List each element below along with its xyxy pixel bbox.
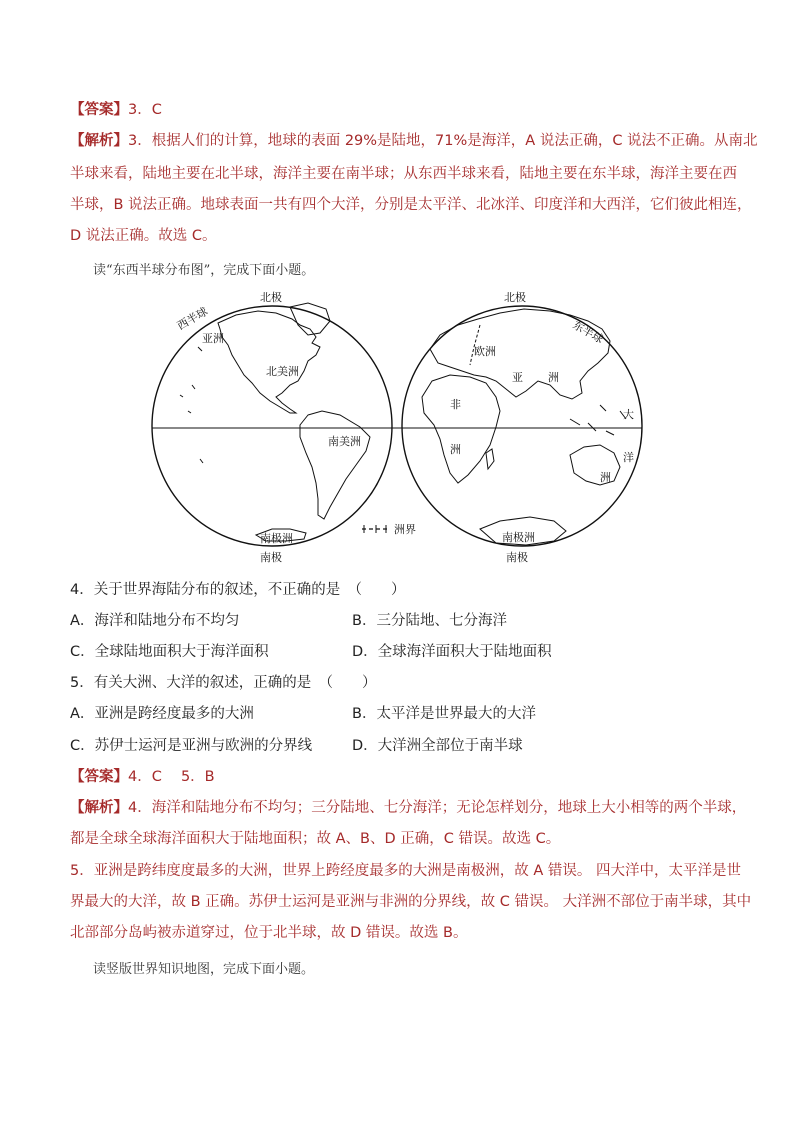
q45-analysis-line-2: 都是全球全球海洋面积大于陆地面积；故 A、B、D 正确，C 错误。故选 C。 [70,831,561,847]
q3-answer [70,100,162,120]
africa-label-1: 非 [450,398,461,411]
legend-label: 洲界 [394,523,416,536]
se-asia-islands [570,405,626,435]
q45-analysis-line-5: 北部部分岛屿被赤道穿过，位于北半球，故 D 错误。故选 B。 [70,925,468,941]
east-hemisphere-circle [402,306,642,546]
hemisphere-map [140,285,660,570]
q5-option-d[interactable]: D．大洋洲全部位于南半球 [352,738,523,754]
q5-stem: 5．有关大洲、大洋的叙述，正确的是 （ ） [70,675,377,691]
q45-analysis-line-3: 5．亚洲是跨纬度度最多的大洲，世界上跨经度最多的大洲是南极洲，故 A 错误。 四大洋中，太平洋是世 [70,863,741,879]
q45-answer [70,767,215,787]
west-islands [180,347,203,463]
q4-option-c[interactable]: C．全球陆地面积大于海洋面积 [70,644,269,660]
q5-option-c[interactable]: C．苏伊士运河是亚洲与欧洲的分界线 [70,738,313,754]
australia-shape [570,445,620,485]
intro-vertical-world-map: 读竖版世界知识地图，完成下面小题。 [93,962,315,977]
west-north-pole-label: 北极 [260,291,282,304]
legend-boundary [362,523,416,536]
q45-analysis-line-1: 【解析】4．海洋和陆地分布不均匀；三分陆地、七分海洋；无论怎样划分，地球上大小相等的两个半球， [70,800,747,816]
q5-option-a[interactable]: A．亚洲是跨经度最多的大洲 [70,706,254,722]
q3-analysis-line-4: D 说法正确。故选 C。 [70,228,217,244]
answer-value: 3．C [128,102,162,118]
analysis-tag: 【解析】 [70,133,128,149]
west-hemisphere-label: 西半球 [175,304,211,333]
answer-tag: 【答案】 [70,769,128,785]
q45-analysis-line-4: 界最大的大洋，故 B 正确。苏伊士运河是亚洲与非洲的分界线，故 C 错误。 大洋洲不部位于南半球，其中 [70,894,752,910]
q4-option-d[interactable]: D．全球海洋面积大于陆地面积 [352,644,552,660]
answer-value: 4．C 5．B [128,769,215,785]
south-america-label: 南美洲 [328,435,361,448]
analysis-tag: 【解析】 [70,800,128,816]
west-asia-label: 亚洲 [202,332,224,345]
madagascar-shape [486,449,494,469]
q3-analysis-line-3: 半球，B 说法正确。地球表面一共有四个大洋，分别是太平洋、北冰洋、印度洋和大西洋，它们彼此相连， [70,197,752,213]
north-america-label: 北美洲 [266,365,299,378]
oceania-label-3: 洲 [600,471,611,484]
europe-label: 欧洲 [474,345,496,358]
q3-analysis-line-2: 半球来看，陆地主要在北半球，海洋主要在南半球；从东西半球来看，陆地主要在东半球，海洋主要在西 [70,166,737,182]
answer-tag: 【答案】 [70,102,128,118]
q4-stem: 4．关于世界海陆分布的叙述，不正确的是 （ ） [70,582,406,598]
africa-shape [422,375,500,483]
east-hemisphere-label: 东半球 [570,318,606,347]
q5-option-b[interactable]: B．太平洋是世界最大的大洋 [352,706,536,722]
east-north-pole-label: 北极 [504,291,526,304]
west-antarctica-label: 南极洲 [260,532,293,545]
intro-east-west-map: 读“东西半球分布图”，完成下面小题。 [93,263,315,278]
east-antarctica-label: 南极洲 [502,531,535,544]
oceania-label-2: 洋 [623,451,634,464]
asia-label-2: 洲 [548,371,559,384]
north-america-shape [218,311,320,413]
oceania-label-1: 大 [623,408,634,421]
south-america-shape [300,411,370,519]
africa-label-2: 洲 [450,443,461,456]
q3-analysis-line-1: 【解析】3．根据人们的计算，地球的表面 29%是陆地，71%是海洋，A 说法正确，C 说法不正确。从南北 [70,133,758,149]
q4-option-b[interactable]: B．三分陆地、七分海洋 [352,613,507,629]
asia-label-1: 亚 [512,371,523,384]
east-south-pole-label: 南极 [506,551,528,564]
west-south-pole-label: 南极 [260,551,282,564]
q4-option-a[interactable]: A．海洋和陆地分布不均匀 [70,613,240,629]
west-hemisphere-circle [152,306,392,546]
